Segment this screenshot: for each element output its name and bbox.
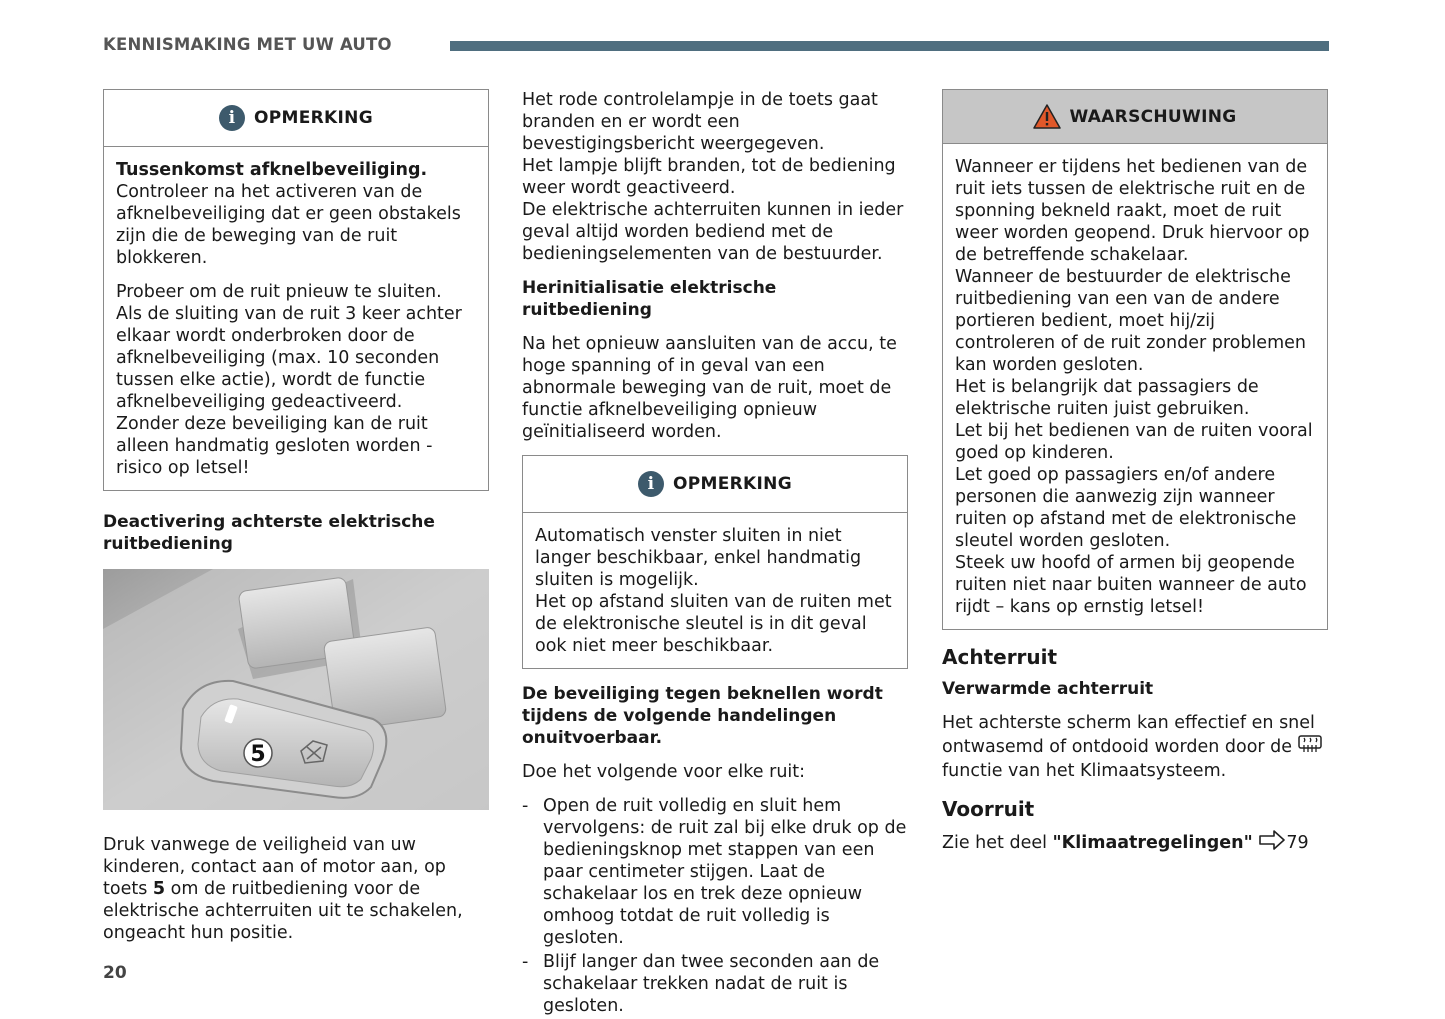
list-item: - Blijf langer dan twee seconden aan de schakelaar trekken nadat de ruit is gesloten. <box>522 951 908 1017</box>
cross-reference <box>942 830 1328 856</box>
note-text: Controleer na het activeren van de afknelbeveiliging dat er geen obstakels zijn die de beweging van de ruit blokkeren. <box>116 182 461 268</box>
warning-paragraph: Let bij het bedienen van de ruiten vooral goed op kinderen. <box>955 421 1313 463</box>
paragraph-text: om de ruitbediening voor de elektrische achterruiten uit te schakelen, ongeacht hun positie. <box>103 879 463 943</box>
warning-body <box>943 144 1327 629</box>
column-2 <box>522 89 908 1019</box>
page-number: 20 <box>103 963 127 983</box>
warning-header <box>943 90 1327 144</box>
note-bold-lead: Tussenkomst afknelbeveiliging. <box>116 160 428 180</box>
section-title: Voorruit <box>942 797 1035 821</box>
note-box <box>103 89 489 491</box>
column-1 <box>103 89 489 956</box>
warning-paragraph: Let goed op passagiers en/of andere personen die aanwezig zijn wanneer ruiten op afstand met de elektronische sleutel worden gesloten. <box>955 465 1297 551</box>
paragraph-bold: 5 <box>152 879 166 899</box>
warning-triangle-icon <box>1033 104 1061 129</box>
warning-paragraph: Wanneer er tijdens het bedienen van de ruit iets tussen de elektrische ruit en de sponning bekneld raakt, moet de ruit weer worden geopend. Druk hiervoor op de betreffende schakelaar. <box>955 157 1310 265</box>
running-header: KENNISMAKING MET UW AUTO <box>103 35 392 54</box>
paragraph-text: Druk vanwege de veiligheid van uw kinderen, contact aan of motor aan, op toets <box>103 835 446 899</box>
warning-paragraph: Het is belangrijk dat passagiers de elektrische ruiten juist gebruiken. <box>955 377 1259 419</box>
note-paragraph: Probeer om de ruit pnieuw te sluiten. <box>116 282 442 302</box>
callout-label: 5 <box>250 742 266 767</box>
column-3 <box>942 89 1328 868</box>
paragraph: Na het opnieuw aansluiten van de accu, te hoge spanning of in geval van een abnormale beweging van de ruit, moet de functie afknelbeveiliging opnieuw geïnitialiseerd worden. <box>522 334 897 442</box>
warning-paragraph: Wanneer de bestuurder de elektrische ruitbediening van een van de andere portieren bedient, moet hij/zij controleren of de ruit zonder problemen kan worden gesloten. <box>955 267 1306 375</box>
section-heading: De beveiliging tegen beknellen wordt tijdens de volgende handelingen onuitvoerbaar. <box>522 684 883 748</box>
note-paragraph: Het op afstand sluiten van de ruiten met de elektronische sleutel is in dit geval ook niet meer beschikbaar. <box>535 592 892 656</box>
section-title: Achterruit <box>942 645 1058 669</box>
list-item: - Open de ruit volledig en sluit hem vervolgens: de ruit zal bij elke druk op de bedieningsknop met stappen van een paar centimeter stijgen. Laat de schakelaar los en trek deze opnieuw omhoog totdat de ruit volledig is gesloten. <box>522 795 908 949</box>
note-paragraph: Automatisch venster sluiten in niet langer beschikbaar, enkel handmatig sluiten is mogelijk. <box>535 526 862 590</box>
section-heading: Herinitialisatie elektrische ruitbediening <box>522 278 777 320</box>
note-body <box>104 147 488 490</box>
note-paragraph: Zonder deze beveiliging kan de ruit alleen handmatig gesloten worden - risico op letsel! <box>116 414 433 478</box>
section-heading: Verwarmde achterruit <box>942 679 1154 699</box>
warning-paragraph: Steek uw hoofd of armen bij geopende ruiten niet naar buiten wanneer de auto rijdt – kans op ernstig letsel! <box>955 553 1307 617</box>
note-header <box>523 456 907 513</box>
paragraph-text: functie van het Klimaatsysteem. <box>942 761 1227 781</box>
note-header <box>104 90 488 147</box>
paragraph: Doe het volgende voor elke ruit: <box>522 762 806 782</box>
info-icon: i <box>219 105 245 131</box>
page-reference-arrow-icon <box>1258 830 1286 856</box>
paragraph: Het lampje blijft branden, tot de bediening weer wordt geactiveerd. <box>522 156 896 198</box>
reference-target[interactable]: "Klimaatregelingen" <box>1052 833 1253 853</box>
note-box <box>522 455 908 669</box>
header-bar <box>450 41 1329 51</box>
info-icon: i <box>638 471 664 497</box>
paragraph <box>942 712 1328 782</box>
note-paragraph <box>116 159 476 269</box>
rear-defrost-icon <box>1298 734 1322 760</box>
paragraph: Het rode controlelampje in de toets gaat branden en er wordt een bevestigingsbericht weergegeven. <box>522 90 878 154</box>
window-switch-illustration <box>103 569 489 810</box>
paragraph <box>103 834 489 944</box>
window-switch-photo <box>103 569 489 810</box>
warning-box <box>942 89 1328 630</box>
paragraph: De elektrische achterruiten kunnen in ieder geval altijd worden bediend met de bedieningselementen van de bestuurder. <box>522 200 904 264</box>
bullet-list <box>522 795 908 1017</box>
warning-title: WAARSCHUWING <box>1069 106 1237 127</box>
note-title: OPMERKING <box>673 474 792 494</box>
section-heading: Deactivering achterste elektrische ruitbediening <box>103 512 435 554</box>
reference-text: Zie het deel <box>942 833 1053 853</box>
note-paragraph: Als de sluiting van de ruit 3 keer achter elkaar wordt onderbroken door de afknelbeveiliging (max. 10 seconden tussen elke actie), wordt de functie afknelbeveiliging gedeactiveerd. <box>116 304 462 412</box>
note-title: OPMERKING <box>254 108 373 128</box>
reference-page[interactable]: 79 <box>1286 833 1309 853</box>
note-body <box>523 513 907 668</box>
paragraph-text: Het achterste scherm kan effectief en snel ontwasemd of ontdooid worden door de <box>942 713 1315 757</box>
